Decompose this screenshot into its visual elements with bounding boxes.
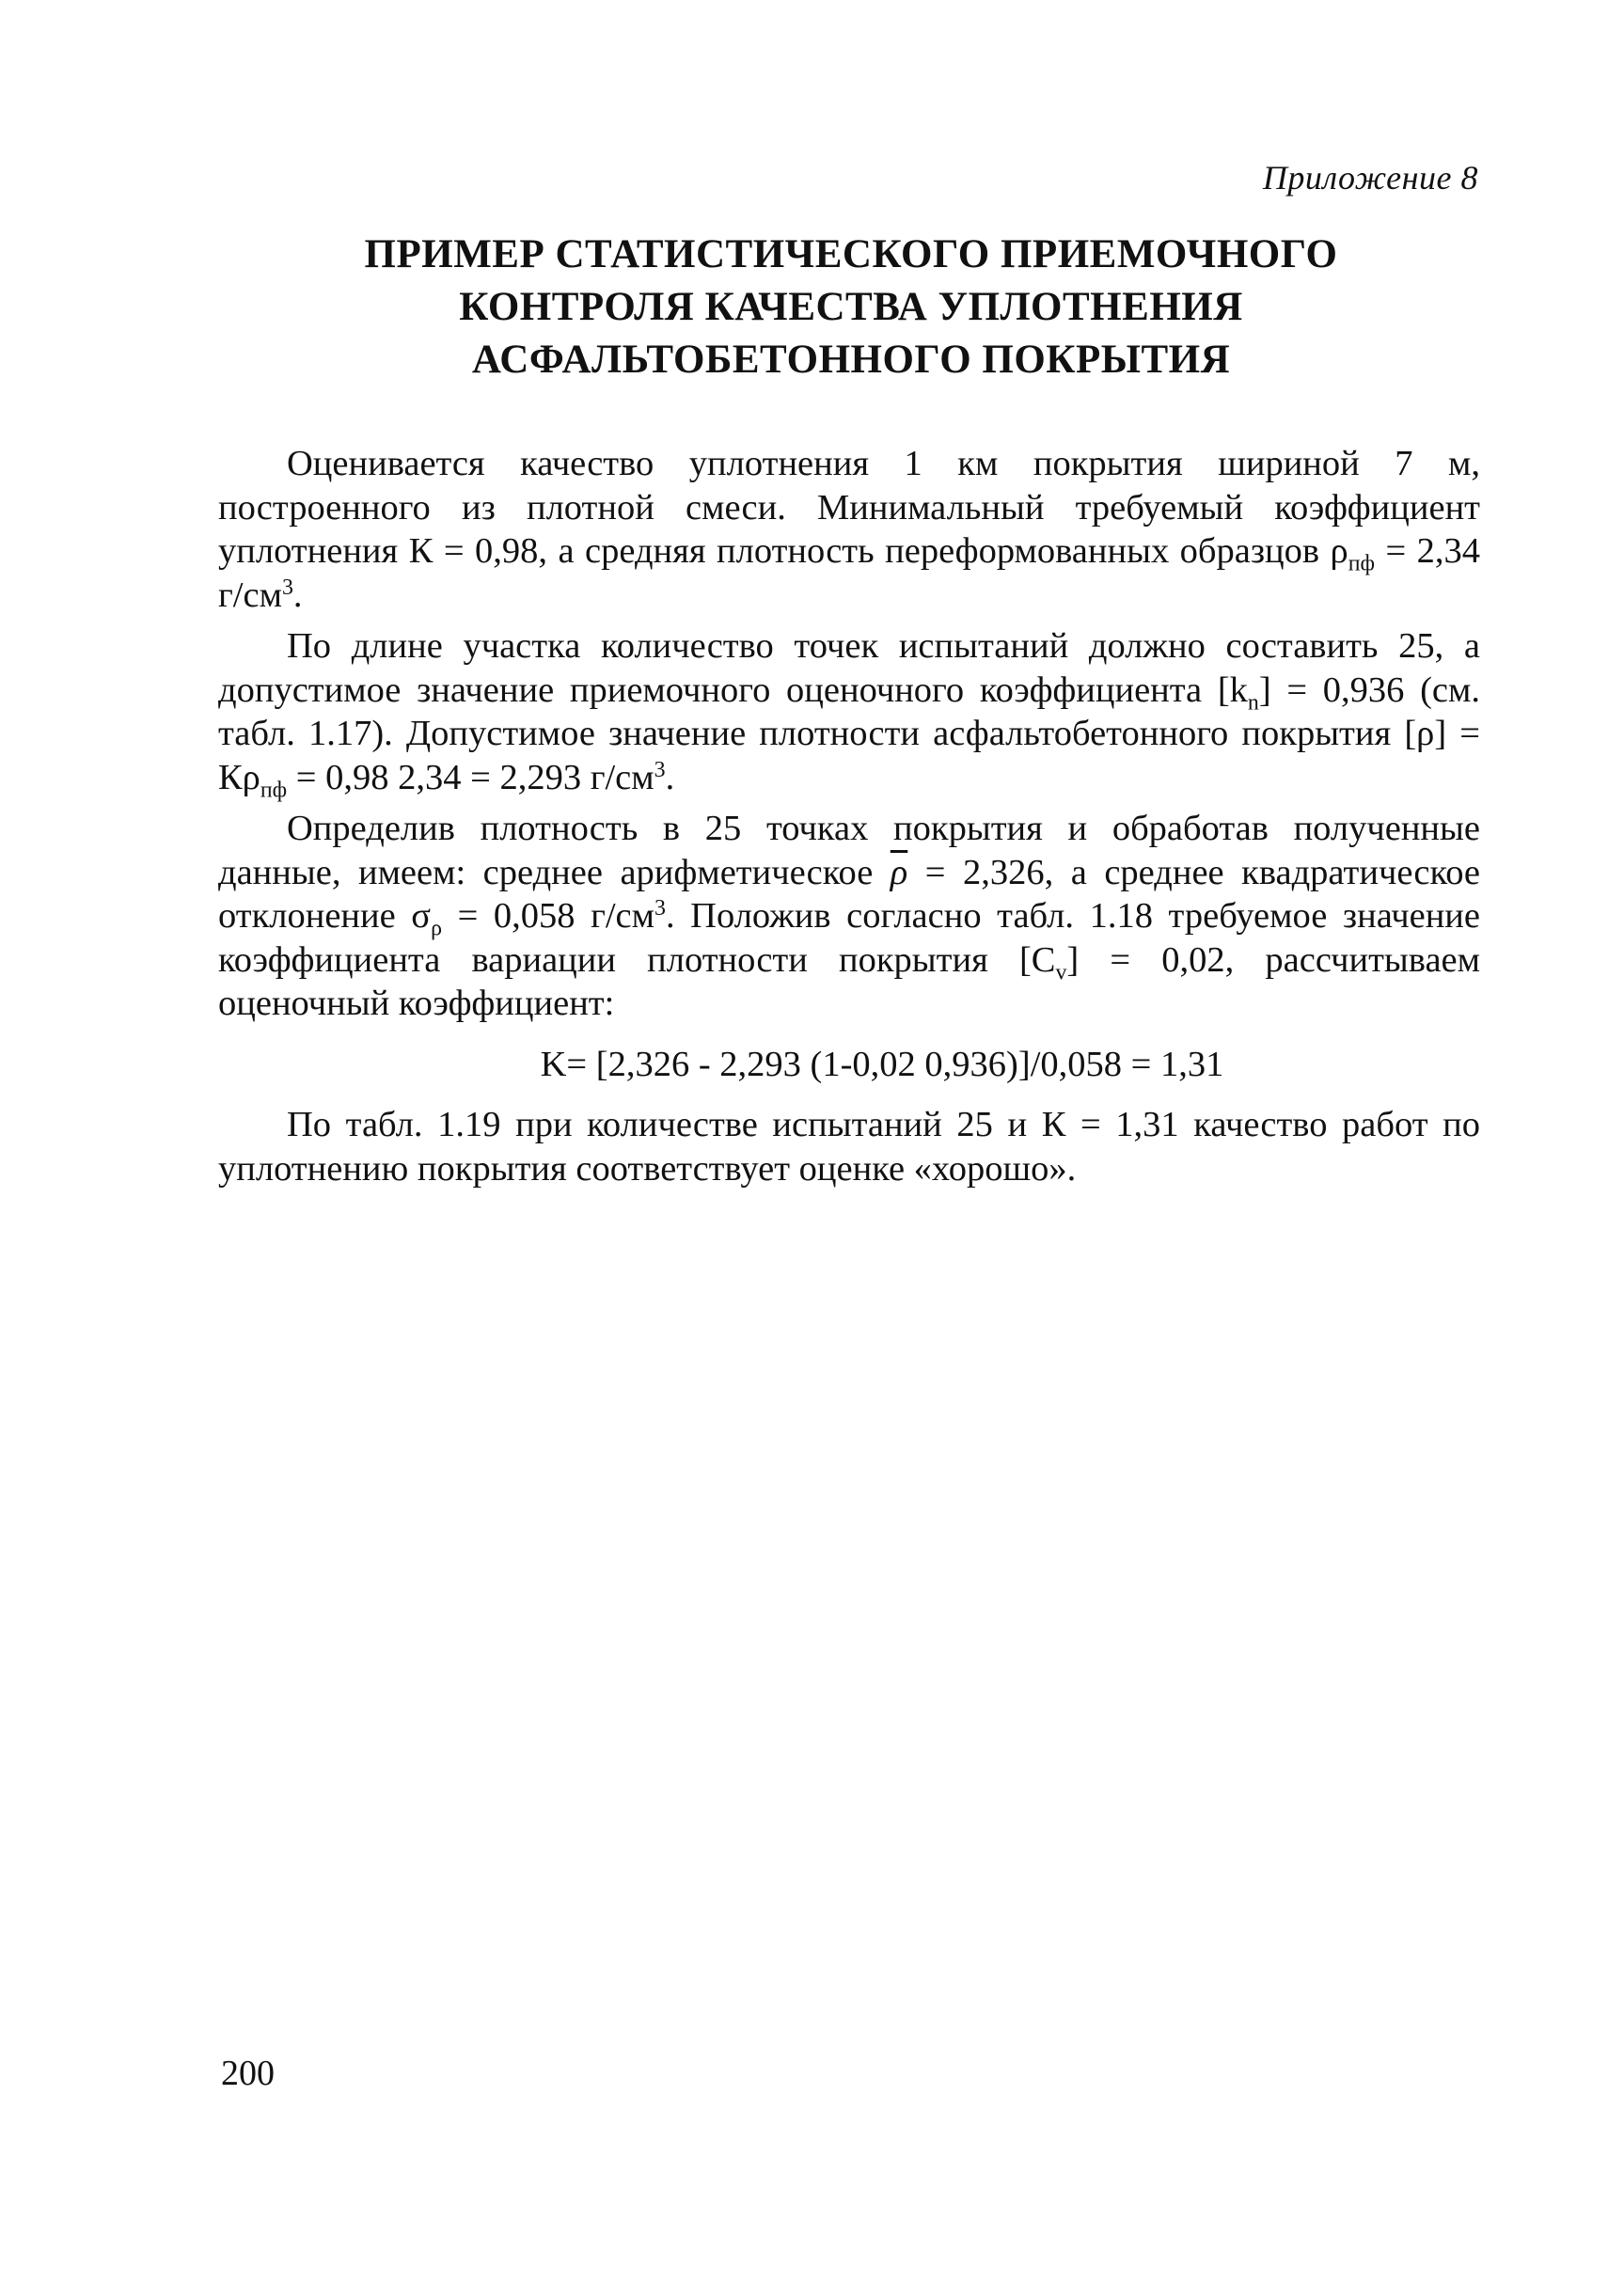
p3-text-d: . Положив согласно табл. 1.18 требуемое значение коэффициента вариации плотности покрытия [C <box>218 896 1481 980</box>
p2-sub-2: пф <box>260 777 288 802</box>
p3-sub-1: ρ <box>431 916 442 941</box>
p2-text-d: . <box>665 757 675 797</box>
title-line-3: АСФАЛЬТОБЕТОННОГО ПОКРЫТИЯ <box>471 338 1231 382</box>
p2-text-c: = 0,98 2,34 = 2,293 г/см <box>287 757 654 797</box>
p2-sub-1: n <box>1247 689 1259 715</box>
p2-sup-1: 3 <box>654 757 666 782</box>
title-line-1: ПРИМЕР СТАТИСТИЧЕСКОГО ПРИЕМОЧНОГО <box>364 232 1338 276</box>
p3-sub-2: v <box>1055 959 1067 984</box>
p3-text-b: = 2,326, а среднее квадратическое отклонение σ <box>218 852 1481 936</box>
page-title <box>216 228 1486 386</box>
paragraph-3 <box>218 807 1480 1026</box>
p3-sup-1: 3 <box>654 895 666 921</box>
p3-text-c: = 0,058 г/см <box>441 896 655 936</box>
p1-text-b: = 2,34 г/см <box>218 531 1480 615</box>
p3-text-e: ] = 0,02, рассчитываем оценочный коэффициент: <box>218 939 1481 1023</box>
p1-text-c: . <box>292 575 303 615</box>
p1-sup-1: 3 <box>281 575 293 600</box>
p2-text-b: ] = 0,936 (см. табл. 1.17). Допустимое значение плотности асфальтобетонного покрытия [ρ] = Кρ <box>218 669 1481 797</box>
paragraph-2 <box>218 624 1481 802</box>
title-line-2: КОНТРОЛЯ КАЧЕСТВА УПЛОТНЕНИЯ <box>459 285 1243 329</box>
appendix-label: Приложение 8 <box>1262 159 1478 197</box>
paragraph-1 <box>218 442 1480 617</box>
document-body <box>218 442 1480 1190</box>
p1-text-a: Оценивается качество уплотнения 1 км покрытия шириной 7 м, построенного из плотной смеси. Минимальный требуемый коэффициент уплотнения К = 0,98, а средняя плотность переформованных образцов ρ <box>218 444 1480 571</box>
p2-text-a: По длине участка количество точек испытаний должно составить 25, а допустимое значение приемочного оценочного коэффициента [k <box>218 626 1480 710</box>
paragraph-4: По табл. 1.19 при количестве испытаний 25 и К = 1,31 качество работ по уплотнению покрытия соответствует оценке «хорошо». <box>218 1105 1480 1189</box>
p1-sub-1: пф <box>1348 551 1375 576</box>
p3-text-a: Определив плотность в 25 точках покрытия и обработав полученные данные, имеем: среднее арифметическое <box>218 809 1480 892</box>
page-number: 200 <box>221 2054 275 2093</box>
formula: K= [2,326 - 2,293 (1-0,02 0,936)]/0,058 = 1,31 <box>540 1044 1224 1084</box>
rho-bar-symbol: $\overline{\rho}$ <box>890 852 908 892</box>
